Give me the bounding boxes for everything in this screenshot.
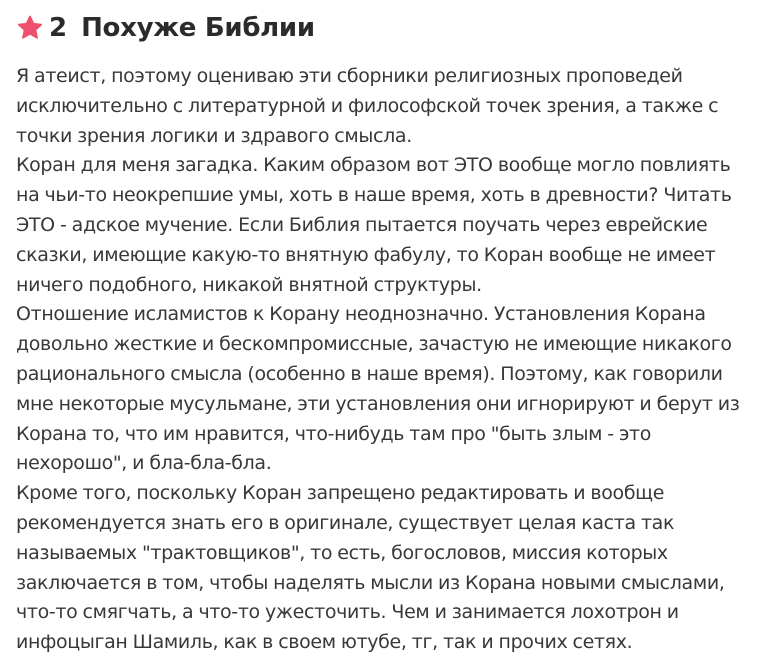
rating-value: 2 <box>49 13 68 43</box>
review-paragraph: Отношение исламистов к Корану неоднозначно. Установления Корана довольно жесткие и бескомпромиссные, зачастую не имеющие никакого рационального смысла (особенно в наше время). Поэтому, как говорили мне некоторые мусульмане, эти установления они игнорируют и берут из Корана то, что им нравится, что-нибудь там про "быть злым - это нехорошо", и бла-бла-бла. <box>16 303 740 475</box>
review-paragraph: Коран для меня загадка. Каким образом вот ЭТО вообще могло повлиять на чьи-то неокрепшие умы, хоть в наше время, хоть в древности? Читать ЭТО - адское мучение. Если Библия пытается поучать через еврейские сказки, имеющие какую-то внятную фабулу, то Коран вообще не имеет ничего подобного, никакой внятной структуры. <box>16 154 732 296</box>
review-paragraph: Кроме того, поскольку Коран запрещено редактировать и вообще рекомендуется знать его в оригинале, существует целая каста так называемых "трактовщиков", то есть, богословов, миссия которых заключается в том, чтобы наделять мысли из Корана новыми смыслами, что-то смягчать, а что-то ужесточить. Чем и занимается лохотрон и инфоцыган Шамиль, как в своем ютубе, тг, так и прочих сетях. <box>16 482 725 654</box>
review-header <box>16 8 749 48</box>
star-icon <box>16 14 44 42</box>
review-paragraph: Я атеист, поэтому оцениваю эти сборники религиозных проповедей исключительно с литературной и философской точек зрения, а также с точки зрения логики и здравого смысла. <box>16 65 719 147</box>
review-body <box>16 62 749 658</box>
review-title: Похуже Библии <box>81 13 315 43</box>
